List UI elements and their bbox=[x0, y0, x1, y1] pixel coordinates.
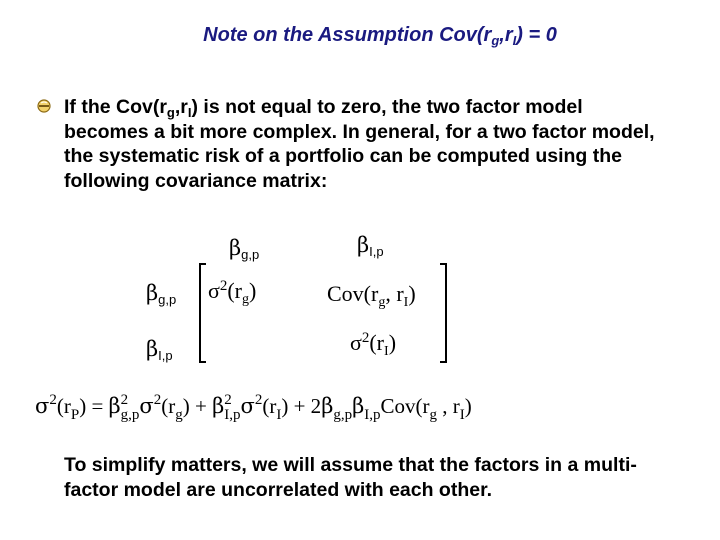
matrix-cell-variance-i: $\sigma^2(r_I)$ bbox=[350, 330, 397, 359]
matrix-col-header-g: $\beta_{g,p}$ bbox=[229, 236, 260, 262]
matrix-row-header-i: $\beta_{I,p}$ bbox=[146, 337, 173, 363]
matrix-cell-variance-g: $\sigma^2(r_g)$ bbox=[208, 278, 257, 307]
slide-title: Note on the Assumption $Cov(r_g,r_I) = 0$ bbox=[203, 24, 557, 48]
conclusion-paragraph: To simplify matters, we will assume that the factors in a multi-factor model are uncorrelated with each other. bbox=[64, 454, 637, 501]
matrix-row-header-g: $\beta_{g,p}$ bbox=[146, 281, 177, 307]
portfolio-variance-equation: $\sigma^2(r_P) = \beta$ 2 g,p $\sigma^2(r_g) + \beta$ 2 I,p $\sigma^2(r_I) + 2\beta_{g,p}\beta_{I,p}Cov(r_g$ , $r_I$) bbox=[35, 392, 472, 424]
bullet-icon bbox=[37, 99, 51, 113]
matrix-col-header-i: $\beta_{I,p}$ bbox=[357, 233, 384, 259]
intro-paragraph: If the $Cov(r_g,r_I)$ is not equal to zero, the two factor model becomes a bit more complex. In general, for a two factor model, the systematic risk of a portfolio can be computed using the following covariance matrix: bbox=[64, 96, 655, 192]
matrix-cell-covariance: $Cov(r_g$, $r_I$) bbox=[327, 281, 416, 310]
